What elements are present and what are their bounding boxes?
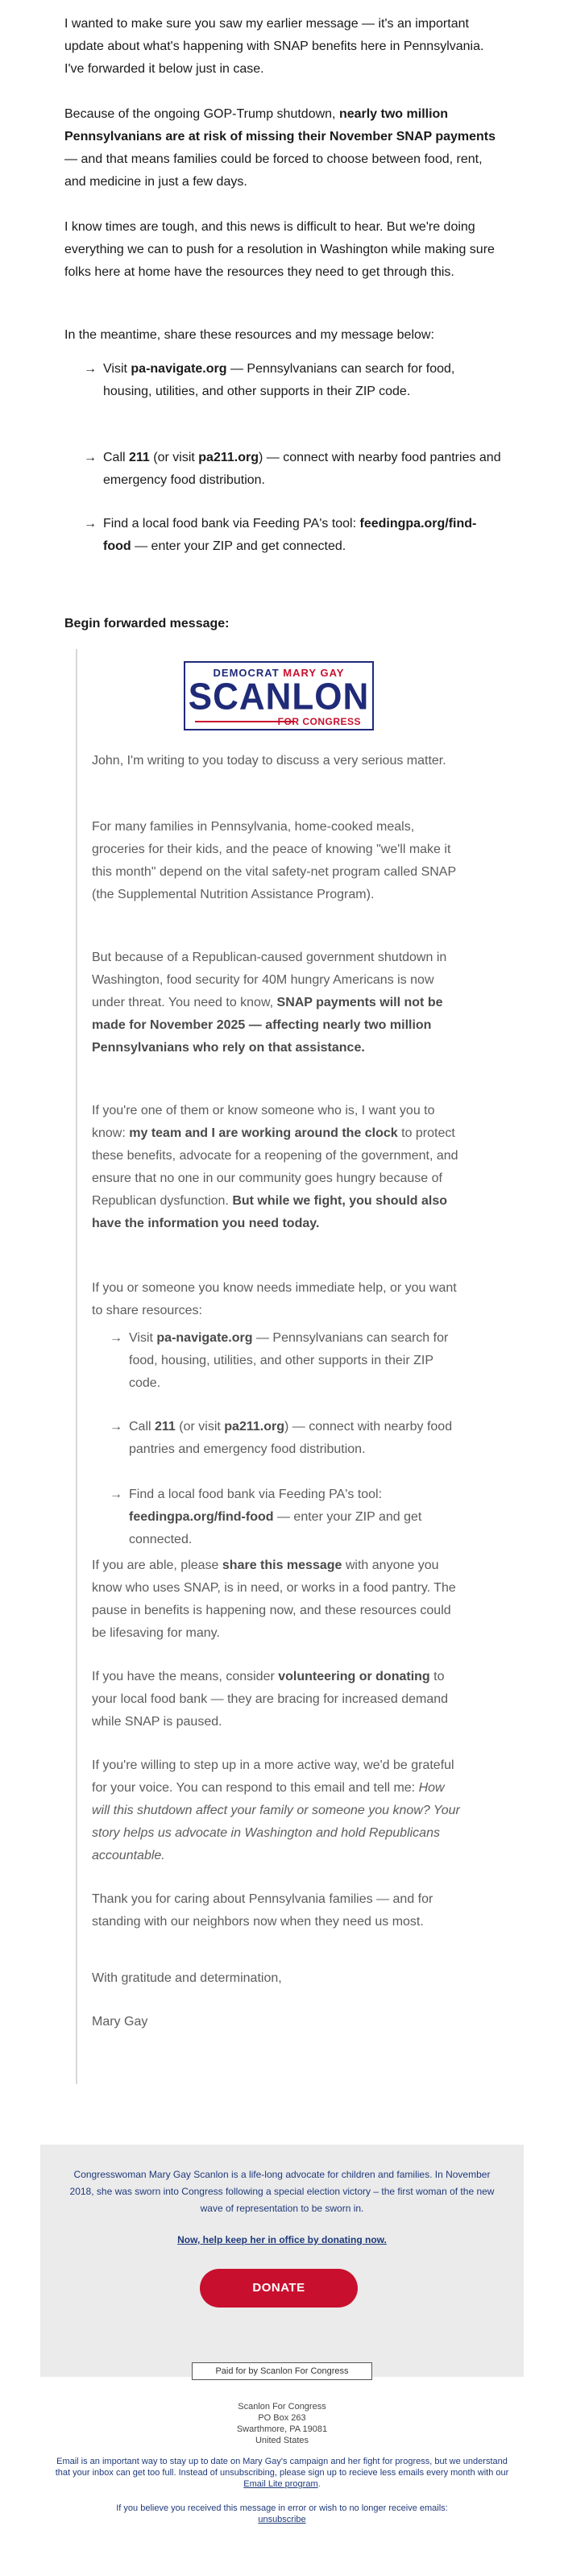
intro-paragraph-1: I wanted to make sure you saw my earlier message — it's an important update about what's happening with SNAP benefits here in Pennsylvania. I've forwarded it below just in case.	[64, 17, 484, 76]
fwd-signature: Mary Gay	[92, 2015, 148, 2029]
arrow-icon: →	[110, 1331, 122, 1345]
intro-paragraph-4: In the meantime, share these resources and my message below:	[64, 328, 434, 342]
fwd-paragraph-6: If you are able, please share this message with anyone you know who uses SNAP, is in need, or works in a food pantry. The pause in benefits is happening now, and these resources could be lifesaving for many.	[92, 1559, 456, 1640]
phone-211[interactable]: 211	[155, 1420, 176, 1434]
fwd-resource-211: → Call 211 (or visit pa211.org) — connect with nearby food pantries and emergency food distribution.	[110, 1416, 464, 1461]
fwd-resource-pa-navigate: → Visit pa-navigate.org — Pennsylvanians can search for food, housing, utilities, and other supports in their ZIP code.	[110, 1327, 464, 1395]
footer-bio: Congresswoman Mary Gay Scanlon is a life-long advocate for children and families. In November 2018, she was sworn into Congress following a special election victory – the first woman of the new wave of representation to be sworn in.	[69, 2169, 495, 2214]
intro-paragraph-2: Because of the ongoing GOP-Trump shutdown, nearly two million Pennsylvanians are at risk of missing their November SNAP payments — and that means families could be forced to choose between food, rent, and medicine in just a few days.	[64, 107, 496, 189]
fwd-paragraph-9: Thank you for caring about Pennsylvania families — and for standing with our neighbors now when they need us most.	[92, 1892, 433, 1929]
feedingpa-link[interactable]: feedingpa.org/find-food	[129, 1510, 274, 1524]
fwd-resource-feeding-pa: → Find a local food bank via Feeding PA's tool: feedingpa.org/find-food — enter your ZIP and get connected.	[110, 1484, 464, 1551]
resource-item-211: → Call 211 (or visit pa211.org) — connect with nearby food pantries and emergency food distribution.	[84, 447, 503, 492]
intro-highlight: nearly two million Pennsylvanians are at risk of missing their November SNAP payments	[64, 107, 496, 144]
forwarded-heading: Begin forwarded message:	[64, 617, 230, 630]
fwd-paragraph-8: If you're willing to step up in a more active way, we'd be grateful for your voice. You can respond to this email and tell me: How will this shutdown affect your family or someone you know? Your story helps us advocate in Washington and hold Republicans accountable.	[92, 1758, 460, 1862]
fwd-paragraph-2: For many families in Pennsylvania, home-cooked meals, groceries for their kids, and the peace of knowing "we'll make it this month" depend on the vital safety-net program called SNAP (the Supplemental Nutrition Assistance Program).	[92, 820, 456, 901]
fwd-paragraph-4: If you're one of them or know someone who is, I want you to know: my team and I are working around the clock to protect these benefits, advocate for a reopening of the government, and ensure that no one in our community goes hungry because of Republican dysfunction. But while we fight, you should also have the information you need today.	[92, 1104, 458, 1230]
phone-211[interactable]: 211	[129, 451, 150, 464]
mailing-address: Scanlon For Congress PO Box 263 Swarthmore, PA 19081 United States	[236, 2402, 328, 2445]
arrow-icon: →	[84, 517, 97, 531]
feedingpa-link[interactable]: feedingpa.org/find-food	[103, 517, 477, 553]
pa211-link[interactable]: pa211.org	[224, 1420, 284, 1434]
paid-for-disclaimer: Paid for by Scanlon For Congress	[192, 2362, 372, 2380]
fwd-paragraph-1: John, I'm writing to you today to discuss a very serious matter.	[92, 754, 446, 768]
intro-paragraph-3: I know times are tough, and this news is difficult to hear. But we're doing everything we can to push for a resolution in Washington while making sure folks here at home have the resources they need to get through this.	[64, 220, 495, 279]
arrow-icon: →	[110, 1420, 122, 1434]
pa211-link[interactable]: pa211.org	[198, 451, 259, 464]
resource-item-feeding-pa: → Find a local food bank via Feeding PA's tool: feedingpa.org/find-food — enter your ZIP and get connected.	[84, 513, 503, 558]
fwd-paragraph-7: If you have the means, consider volunteering or donating to your local food bank — they are bracing for increased demand while SNAP is paused.	[92, 1670, 449, 1729]
arrow-icon: →	[110, 1488, 122, 1501]
fwd-closing: With gratitude and determination,	[92, 1971, 282, 1985]
forwarded-quote-bar	[76, 649, 77, 2084]
fwd-paragraph-3: But because of a Republican-caused government shutdown in Washington, food security for 40M hungry Americans is now under threat. You need to know, SNAP payments will not be made for November 2025 — affecting nearly two million Pennsylvanians who rely on that assistance.	[92, 951, 447, 1055]
scanlon-logo: DEMOCRAT MARY GAY SCANLON FOR CONGRESS	[184, 661, 374, 730]
fwd-paragraph-5: If you or someone you know needs immediate help, or you want to share resources:	[92, 1281, 457, 1317]
donate-text-link[interactable]: Now, help keep her in office by donating now.	[177, 2234, 387, 2245]
resource-item-pa-navigate: → Visit pa-navigate.org — Pennsylvanians can search for food, housing, utilities, and other supports in their ZIP code.	[84, 358, 503, 403]
arrow-icon: →	[84, 362, 97, 376]
email-lite-link[interactable]: Email Lite program	[243, 2479, 318, 2489]
donate-button[interactable]: DONATE	[200, 2269, 358, 2308]
pa-navigate-link[interactable]: pa-navigate.org	[131, 362, 227, 376]
unsubscribe-note: If you believe you received this message in error or wish to no longer receive emails: unsubscribe	[48, 2503, 516, 2525]
unsubscribe-link[interactable]: unsubscribe	[258, 2515, 306, 2524]
arrow-icon: →	[84, 451, 97, 464]
pa-navigate-link[interactable]: pa-navigate.org	[156, 1331, 253, 1345]
email-lite-note: Email is an important way to stay up to date on Mary Gay's campaign and her fight for progress, but we understand that your inbox can get too full. Instead of unsubscribing, please sign up to recieve less emails every month with our Email Lite program.	[55, 2457, 509, 2489]
